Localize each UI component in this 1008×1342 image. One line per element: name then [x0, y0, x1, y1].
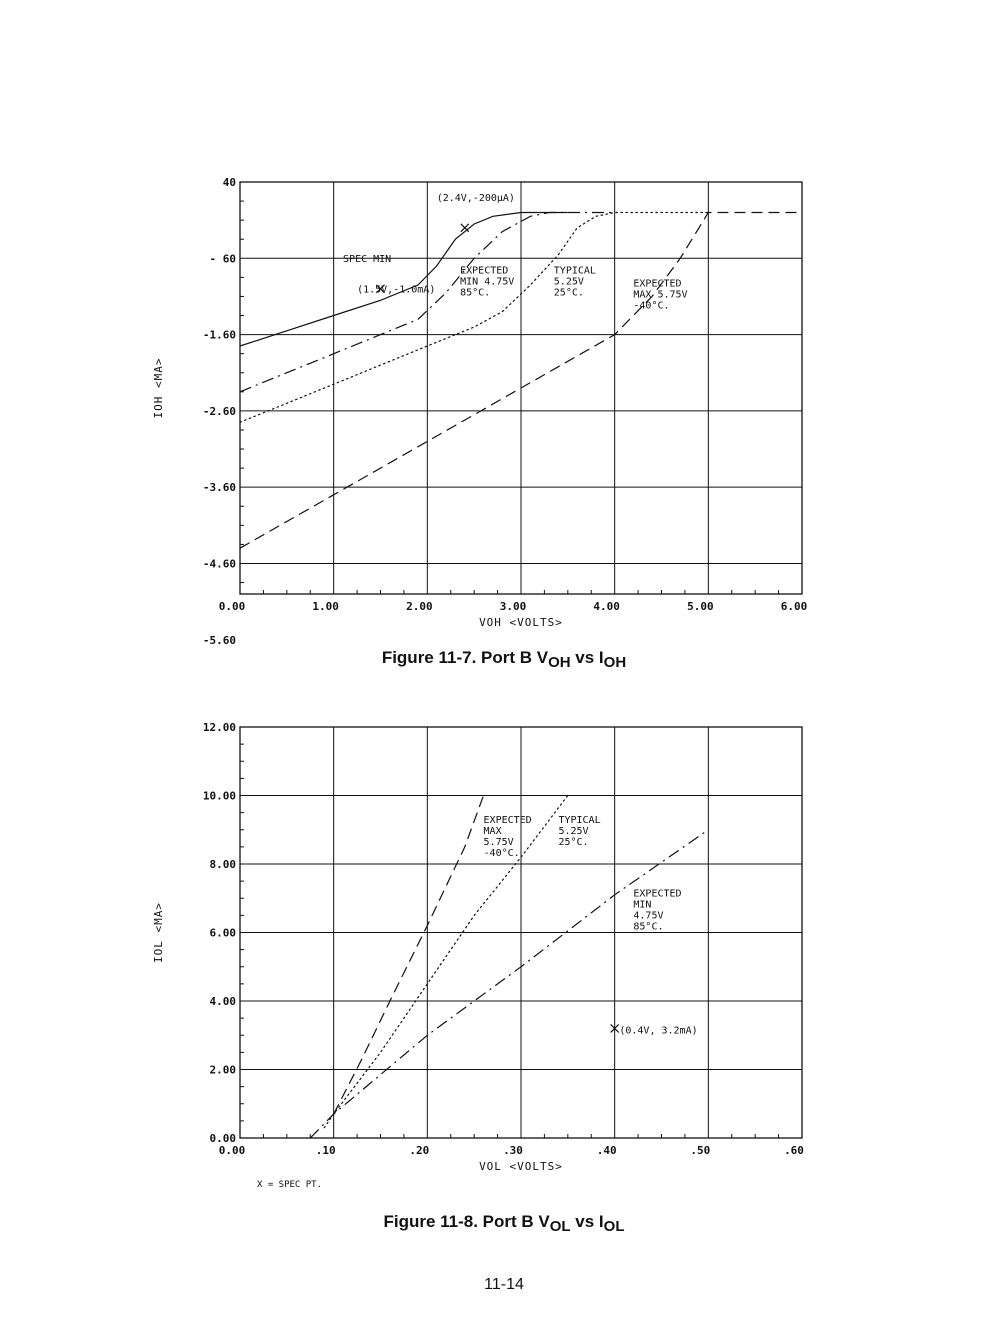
- x-tick-label: .30: [503, 1144, 523, 1157]
- y-tick-label: 10.00: [202, 789, 236, 803]
- x-tick-label: 3.00: [499, 600, 527, 613]
- x-tick-label: .60: [784, 1144, 804, 1157]
- page-number: 11-14: [484, 1276, 524, 1293]
- curve-annotation: MIN: [633, 899, 652, 911]
- curve-annotation: MAX 5.75V: [633, 289, 688, 301]
- curve-annotation: EXPECTED: [483, 814, 532, 826]
- figure-11-7-caption: Figure 11-7. Port B $V_{OH}$ vs $I_{OH}$: [381, 648, 627, 671]
- curve-annotation: -40°C.: [633, 300, 670, 312]
- curve-annotation: (0.4V, 3.2mA): [619, 1025, 698, 1037]
- y-tick-label: - 60: [209, 252, 236, 266]
- curve-annotation: 4.75V: [633, 910, 664, 922]
- y-tick-label: -5.60: [202, 633, 236, 647]
- x-tick-label: .20: [409, 1144, 430, 1157]
- y-tick-label: -4.60: [202, 557, 236, 571]
- x-tick-label: 5.00: [687, 600, 714, 613]
- curve-annotation: EXPECTED: [633, 888, 682, 900]
- y-tick-label: 40: [222, 176, 236, 189]
- x-tick-label: 4.00: [593, 600, 620, 613]
- series-line: [334, 796, 484, 1115]
- y-tick-label: 4.00: [209, 995, 236, 1008]
- curve-annotation: 5.25V: [553, 276, 584, 288]
- x-tick-label: 0.00: [218, 1144, 246, 1157]
- y-axis-title: IOH <MA>: [152, 357, 165, 419]
- y-tick-label: -2.60: [202, 404, 236, 418]
- x-tick-label: .10: [315, 1144, 336, 1157]
- series-line: [240, 213, 708, 423]
- series-line: [310, 830, 708, 1138]
- y-tick-label: 6.00: [209, 926, 236, 940]
- series-line: [240, 213, 568, 347]
- curve-annotation: 85°C.: [633, 921, 664, 933]
- y-tick-label: 8.00: [209, 858, 236, 871]
- y-tick-label: 2.00: [209, 1063, 236, 1077]
- chart-vol-vs-iol: [0, 710, 1008, 1200]
- curve-annotation: 25°C.: [558, 836, 589, 848]
- y-tick-label: 0.00: [209, 1132, 236, 1145]
- curve-annotation: (2.4V,-200µA): [436, 193, 515, 205]
- x-axis-title: VOH <VOLTS>: [479, 616, 563, 629]
- curve-annotation: 85°C.: [460, 287, 491, 299]
- x-tick-label: .50: [690, 1144, 711, 1157]
- curve-annotation: SPEC MIN: [343, 254, 392, 266]
- x-tick-label: 6.00: [780, 600, 808, 613]
- y-tick-label: 12.00: [202, 721, 236, 734]
- series-line: [324, 796, 568, 1128]
- spec-point-footnote: X = SPEC PT.: [257, 1180, 323, 1190]
- chart-voh-vs-ioh: [0, 160, 1008, 647]
- curve-annotation: 5.75V: [483, 836, 514, 848]
- y-axis-title: IOL <MA>: [152, 902, 165, 963]
- curve-annotation: EXPECTED: [633, 278, 682, 290]
- y-tick-label: -3.60: [202, 481, 236, 495]
- curve-annotation: MIN 4.75V: [460, 276, 515, 288]
- curve-annotation: -40°C.: [483, 847, 520, 859]
- x-tick-label: 0.00: [218, 600, 246, 613]
- x-tick-label: .40: [596, 1144, 617, 1157]
- curve-annotation: EXPECTED: [460, 265, 509, 277]
- curve-annotation: MAX: [483, 825, 502, 837]
- curve-annotation: 5.25V: [558, 825, 589, 837]
- curve-annotation: (1.5V,-1.0mA): [357, 284, 436, 296]
- x-tick-label: 1.00: [312, 600, 339, 613]
- y-tick-label: -1.60: [202, 328, 236, 342]
- x-tick-label: 2.00: [406, 600, 433, 613]
- curve-annotation: 25°C.: [553, 287, 584, 299]
- curve-annotation: TYPICAL: [553, 265, 596, 277]
- spec-point-marker: [461, 224, 469, 232]
- curve-annotation: TYPICAL: [558, 814, 601, 826]
- x-axis-title: VOL <VOLTS>: [479, 1160, 563, 1173]
- figure-11-8-caption: Figure 11-8. Port B $V_{OL}$ vs $I_{OL}$: [383, 1212, 625, 1235]
